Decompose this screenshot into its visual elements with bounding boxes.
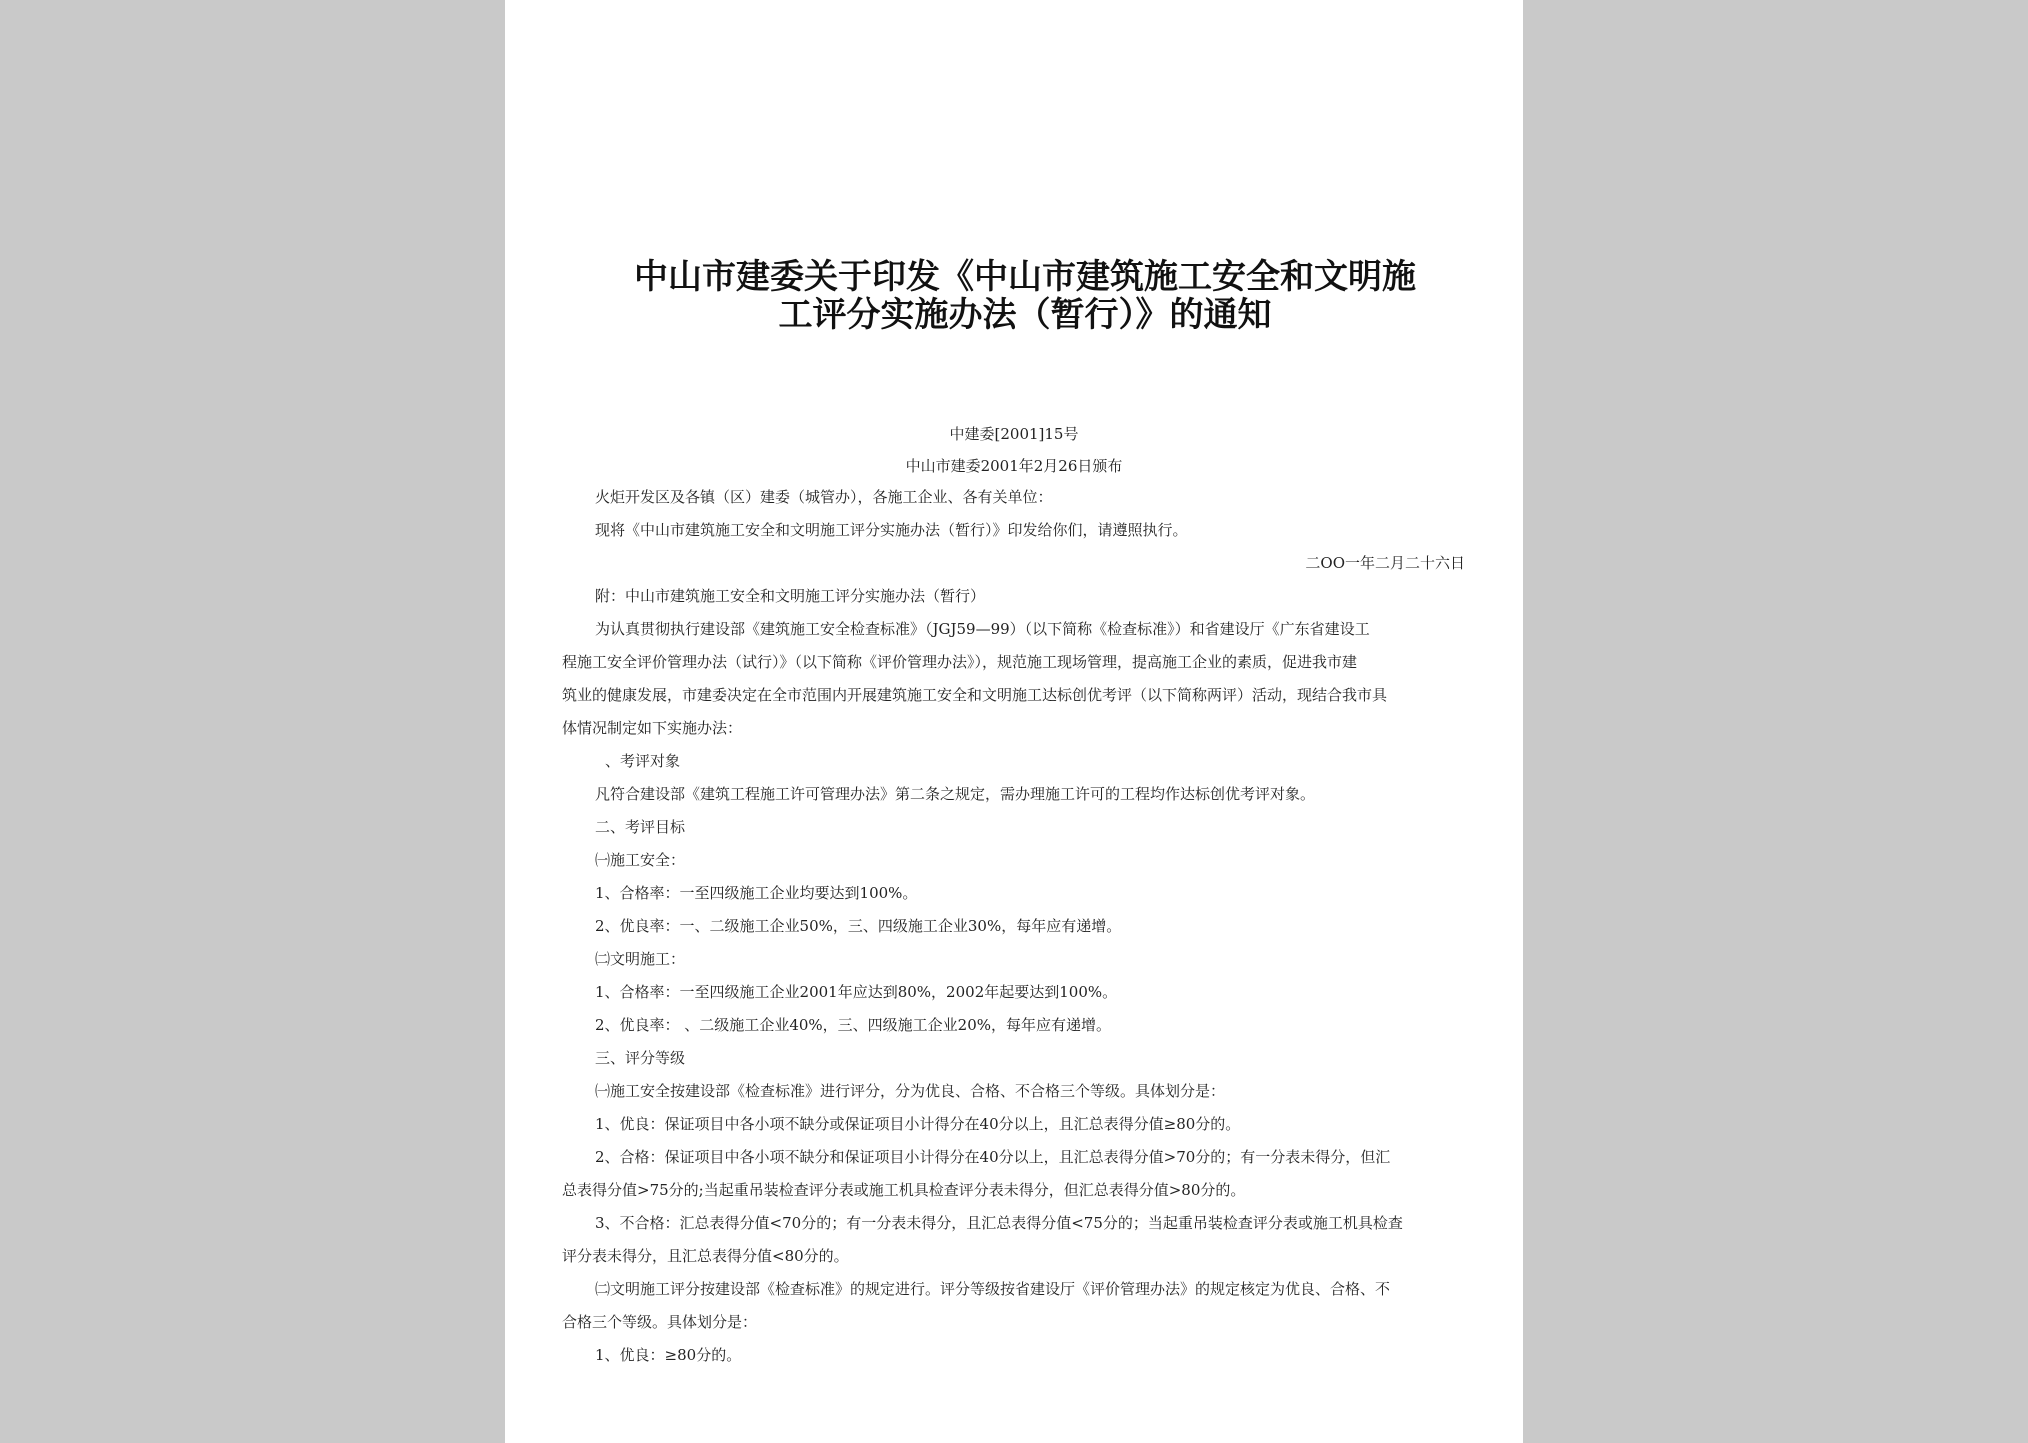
list-item-continuation: 评分表未得分，且汇总表得分值<80分的。	[562, 1247, 849, 1265]
paragraph-line: 筑业的健康发展，市建委决定在全市范围内开展建筑施工安全和文明施工达标创优考评（以下简称两评）活动，现结合我市具	[562, 686, 1388, 704]
list-item: 1、优良：≥80分的。	[595, 1346, 742, 1364]
list-item: 2、合格：保证项目中各小项不缺分和保证项目小计得分在40分以上，且汇总表得分值>70分的；有一分表未得分，但汇	[595, 1148, 1391, 1166]
list-item: 3、不合格：汇总表得分值<70分的；有一分表未得分，且汇总表得分值<75分的；当起重吊装检查评分表或施工机具检查	[595, 1214, 1403, 1232]
addressee: 火炬开发区及各镇（区）建委（城管办），各施工企业、各有关单位：	[595, 488, 1053, 506]
list-item: 2、优良率：一、二级施工企业50%，三、四级施工企业30%，每年应有递增。	[595, 917, 1122, 935]
section-heading: 二、考评目标	[595, 818, 686, 836]
list-item: 2、优良率： 、二级施工企业40%，三、四级施工企业20%，每年应有递增。	[595, 1016, 1111, 1034]
document-title	[575, 258, 1475, 334]
section-heading: 、考评对象	[605, 752, 681, 770]
paragraph-line: 程施工安全评价管理办法（试行）》（以下简称《评价管理办法》），规范施工现场管理，提高施工企业的素质，促进我市建	[562, 653, 1358, 671]
paragraph-line: 为认真贯彻执行建设部《建筑施工安全检查标准》（JGJ59—99）（以下简称《检查标准》）和省建设厅《广东省建设工	[595, 620, 1370, 638]
subsection-heading: ㈡文明施工：	[595, 950, 686, 968]
paragraph-line: 合格三个等级。具体划分是：	[562, 1313, 758, 1331]
list-item: 1、合格率：一至四级施工企业均要达到100%。	[595, 884, 918, 902]
title-line-1: 中山市建委关于印发《中山市建筑施工安全和文明施	[634, 257, 1416, 297]
subsection-heading: ㈠施工安全：	[595, 851, 686, 869]
paragraph-line: 凡符合建设部《建筑工程施工许可管理办法》第二条之规定，需办理施工许可的工程均作达标创优考评对象。	[595, 785, 1316, 803]
list-item-continuation: 总表得分值>75分的;当起重吊装检查评分表或施工机具检查评分表未得分，但汇总表得分值>80分的。	[562, 1181, 1246, 1199]
doc-number: 中建委[2001]15号	[949, 425, 1079, 443]
date-signature: 二OO一年二月二十六日	[1305, 554, 1465, 572]
intro-paragraph: 现将《中山市建筑施工安全和文明施工评分实施办法（暂行）》印发给你们，请遵照执行。	[595, 521, 1188, 539]
paragraph-line: ㈠施工安全按建设部《检查标准》进行评分，分为优良、合格、不合格三个等级。具体划分是：	[595, 1082, 1226, 1100]
list-item: 1、合格率：一至四级施工企业2001年应达到80%，2002年起要达到100%。	[595, 983, 1118, 1001]
issuer-date: 中山市建委2001年2月26日颁布	[905, 457, 1123, 475]
list-item: 1、优良：保证项目中各小项不缺分或保证项目小计得分在40分以上，且汇总表得分值≥80分的。	[595, 1115, 1241, 1133]
paragraph-line: 体情况制定如下实施办法：	[562, 719, 743, 737]
title-line-2: 工评分实施办法（暂行）》的通知	[778, 295, 1272, 335]
attachment-line: 附：中山市建筑施工安全和文明施工评分实施办法（暂行）	[595, 587, 986, 605]
section-heading: 三、评分等级	[595, 1049, 686, 1067]
document-page	[505, 0, 1523, 1443]
paragraph-line: ㈡文明施工评分按建设部《检查标准》的规定进行。评分等级按省建设厅《评价管理办法》的规定核定为优良、合格、不	[595, 1280, 1391, 1298]
